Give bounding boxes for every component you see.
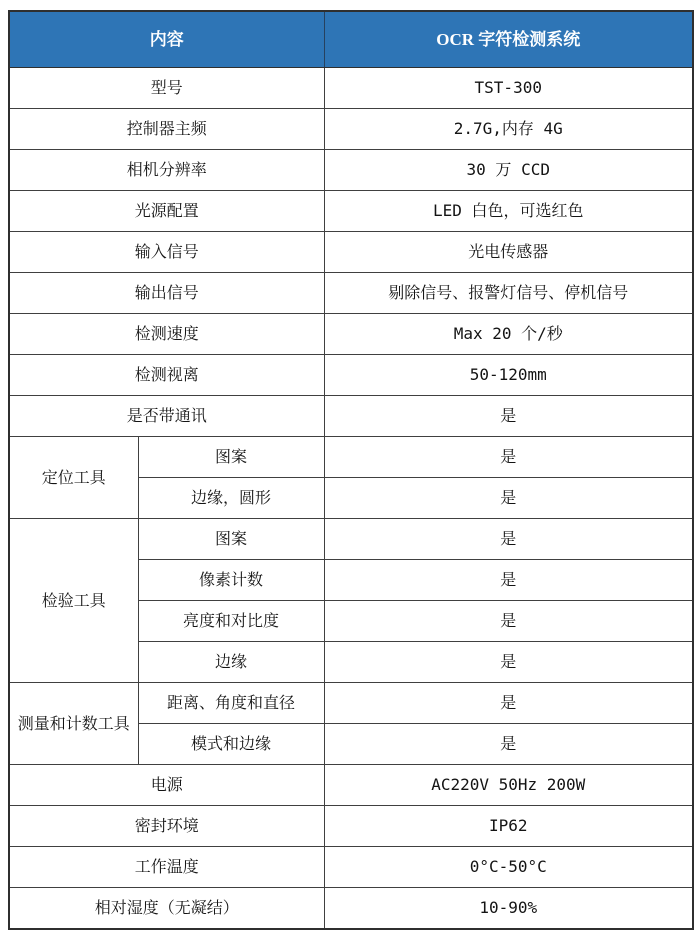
group-value: 是 [324, 519, 693, 560]
spec-value: IP62 [324, 806, 693, 847]
spec-label: 相机分辨率 [9, 150, 324, 191]
spec-value: 50-120mm [324, 355, 693, 396]
spec-row-controller [9, 109, 693, 150]
spec-value: LED 白色，可选红色 [324, 191, 693, 232]
group-label-measure: 测量和计数工具 [9, 683, 138, 765]
spec-row-working-temp [9, 847, 693, 888]
group-value: 是 [324, 560, 693, 601]
group-label-inspection: 检验工具 [9, 519, 138, 683]
spec-value: TST-300 [324, 68, 693, 109]
group-row-inspection-1 [9, 519, 693, 560]
group-value: 是 [324, 724, 693, 765]
spec-value: AC220V 50Hz 200W [324, 765, 693, 806]
spec-value: 2.7G,内存 4G [324, 109, 693, 150]
group-sub-label: 模式和边缘 [138, 724, 324, 765]
group-value: 是 [324, 437, 693, 478]
spec-row-detect-distance [9, 355, 693, 396]
spec-label: 是否带通讯 [9, 396, 324, 437]
spec-row-output-signal [9, 273, 693, 314]
spec-value: 0°C-50°C [324, 847, 693, 888]
group-value: 是 [324, 642, 693, 683]
spec-value: 10-90% [324, 888, 693, 929]
group-value: 是 [324, 478, 693, 519]
group-sub-label: 距离、角度和直径 [138, 683, 324, 724]
spec-row-input-signal [9, 232, 693, 273]
spec-label: 工作温度 [9, 847, 324, 888]
spec-label: 控制器主频 [9, 109, 324, 150]
spec-value: 剔除信号、报警灯信号、停机信号 [324, 273, 693, 314]
spec-row-sealing [9, 806, 693, 847]
spec-label: 相对湿度（无凝结） [9, 888, 324, 929]
group-sub-label: 亮度和对比度 [138, 601, 324, 642]
spec-row-model [9, 68, 693, 109]
spec-label: 输出信号 [9, 273, 324, 314]
table-header-row [9, 11, 693, 68]
spec-label: 检测速度 [9, 314, 324, 355]
spec-row-light-source [9, 191, 693, 232]
spec-value: Max 20 个/秒 [324, 314, 693, 355]
group-value: 是 [324, 601, 693, 642]
spec-row-humidity [9, 888, 693, 929]
spec-row-camera-resolution [9, 150, 693, 191]
spec-row-power [9, 765, 693, 806]
group-sub-label: 图案 [138, 437, 324, 478]
group-sub-label: 边缘 [138, 642, 324, 683]
group-sub-label: 边缘，圆形 [138, 478, 324, 519]
group-sub-label: 图案 [138, 519, 324, 560]
spec-row-communication [9, 396, 693, 437]
spec-label: 电源 [9, 765, 324, 806]
spec-value: 光电传感器 [324, 232, 693, 273]
group-label-positioning: 定位工具 [9, 437, 138, 519]
spec-label: 密封环境 [9, 806, 324, 847]
spec-label: 型号 [9, 68, 324, 109]
group-value: 是 [324, 683, 693, 724]
group-row-measure-1 [9, 683, 693, 724]
header-cell-system: OCR 字符检测系统 [324, 11, 693, 68]
group-sub-label: 像素计数 [138, 560, 324, 601]
spec-label: 光源配置 [9, 191, 324, 232]
header-cell-content: 内容 [9, 11, 324, 68]
spec-row-detect-speed [9, 314, 693, 355]
spec-value: 是 [324, 396, 693, 437]
spec-table [8, 10, 694, 930]
spec-label: 输入信号 [9, 232, 324, 273]
spec-value: 30 万 CCD [324, 150, 693, 191]
spec-label: 检测视离 [9, 355, 324, 396]
group-row-positioning-1 [9, 437, 693, 478]
